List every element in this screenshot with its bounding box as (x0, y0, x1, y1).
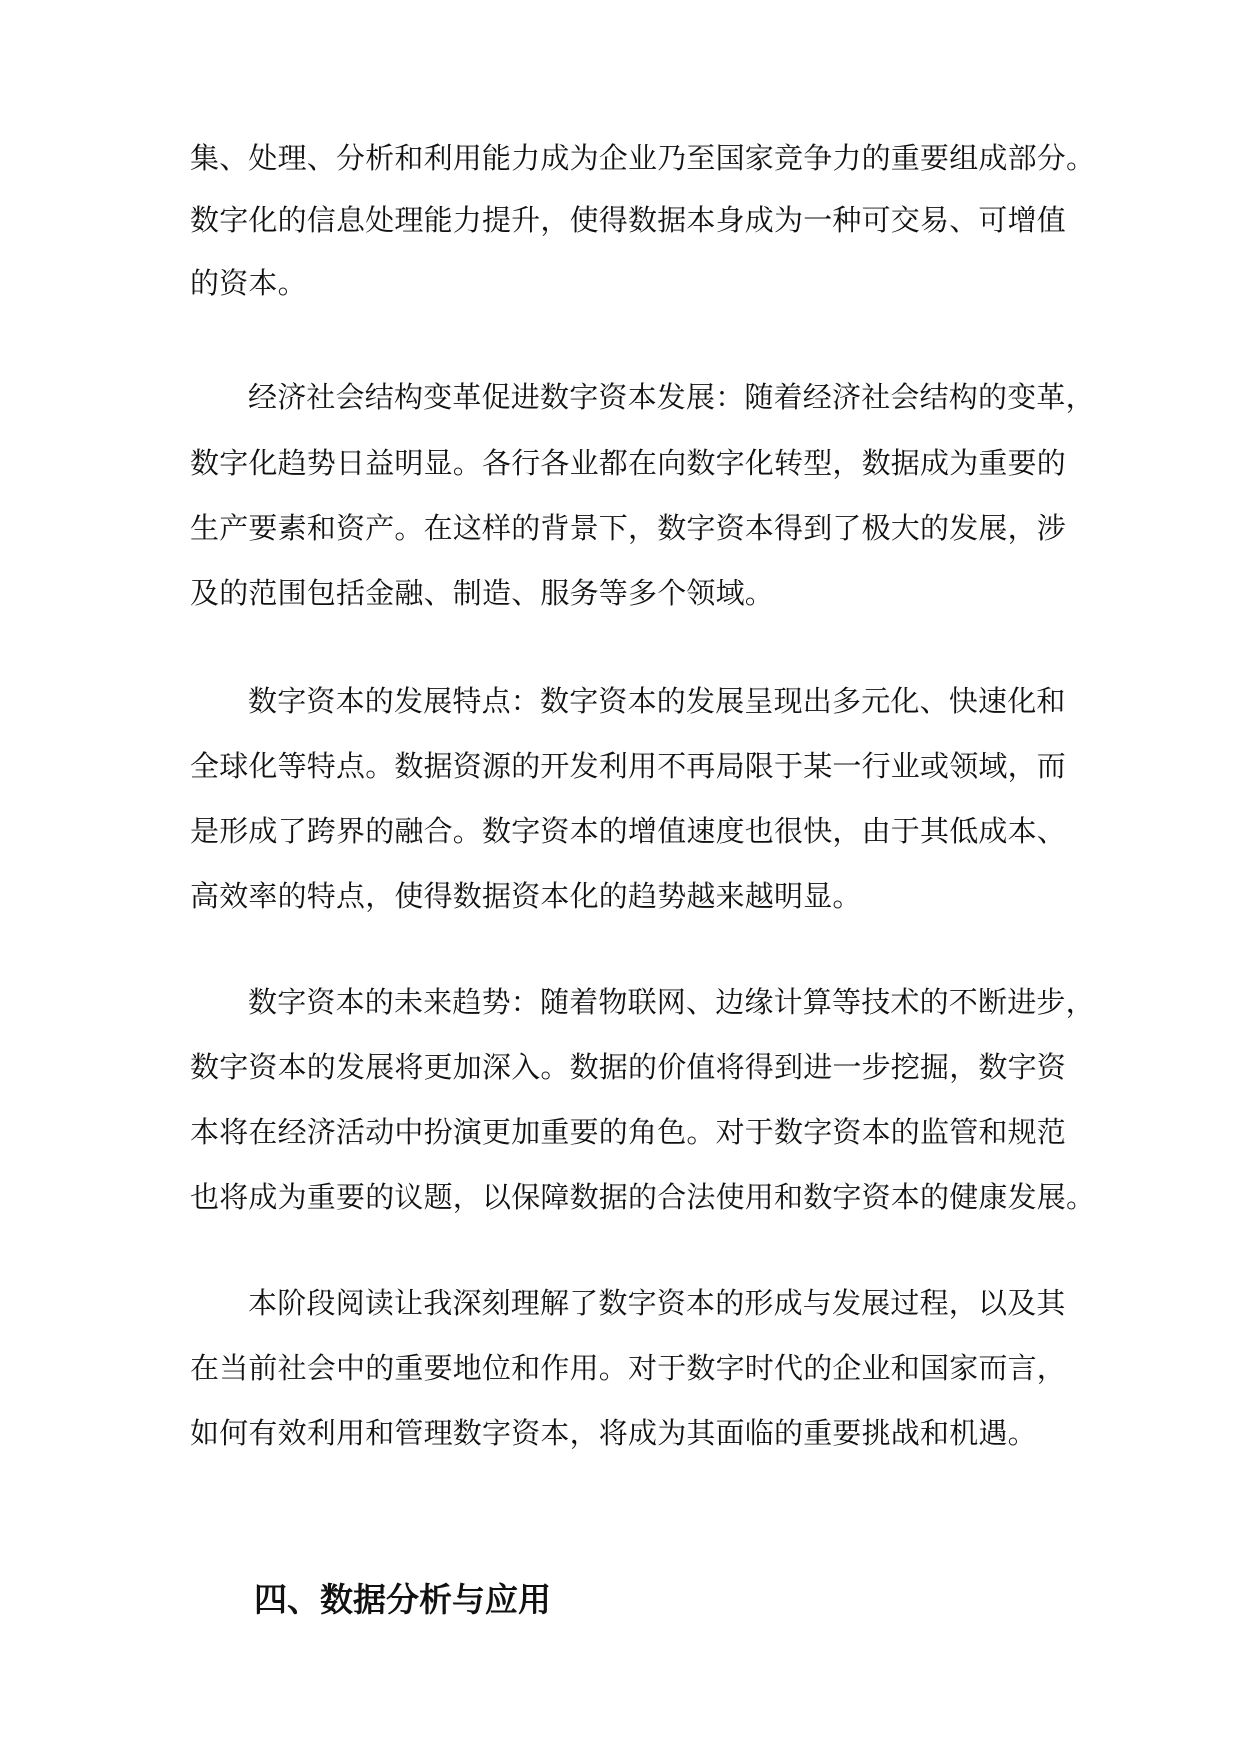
text-line: 数字化的信息处理能力提升，使得数据本身成为一种可交易、可增值 (190, 203, 1067, 237)
text-line: 是形成了跨界的融合。数字资本的增值速度也很快，由于其低成本、 (190, 814, 1067, 848)
text-line: 及的范围包括金融、制造、服务等多个领域。 (190, 576, 775, 610)
text-line: 生产要素和资产。在这样的背景下，数字资本得到了极大的发展，涉 (190, 511, 1067, 545)
text-line: 全球化等特点。数据资源的开发利用不再局限于某一行业或领域，而 (190, 749, 1067, 783)
paragraph-first-line: 经济社会结构变革促进数字资本发展：随着经济社会结构的变革， (248, 380, 1095, 414)
paragraph-first-line: 数字资本的未来趋势：随着物联网、边缘计算等技术的不断进步， (248, 985, 1095, 1019)
paragraph-first-line: 数字资本的发展特点：数字资本的发展呈现出多元化、快速化和 (248, 684, 1066, 718)
text-line: 集、处理、分析和利用能力成为企业乃至国家竞争力的重要组成部分。 (190, 141, 1096, 175)
section-heading: 四、数据分析与应用 (254, 1580, 551, 1619)
text-line: 数字化趋势日益明显。各行各业都在向数字化转型，数据成为重要的 (190, 446, 1067, 480)
text-line: 在当前社会中的重要地位和作用。对于数字时代的企业和国家而言， (190, 1351, 1067, 1385)
text-line: 的资本。 (190, 266, 307, 300)
text-line: 如何有效利用和管理数字资本，将成为其面临的重要挑战和机遇。 (190, 1416, 1037, 1450)
text-line: 也将成为重要的议题，以保障数据的合法使用和数字资本的健康发展。 (190, 1180, 1096, 1214)
text-line: 本将在经济活动中扮演更加重要的角色。对于数字资本的监管和规范 (190, 1115, 1067, 1149)
paragraph-first-line: 本阶段阅读让我深刻理解了数字资本的形成与发展过程，以及其 (248, 1286, 1066, 1320)
text-line: 高效率的特点，使得数据资本化的趋势越来越明显。 (190, 879, 862, 913)
text-line: 数字资本的发展将更加深入。数据的价值将得到进一步挖掘，数字资 (190, 1050, 1067, 1084)
